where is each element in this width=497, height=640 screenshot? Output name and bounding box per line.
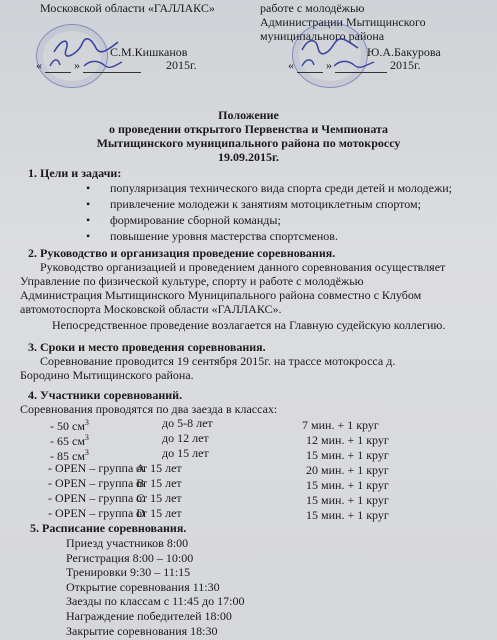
class-duration: 15 мин. + 1 круг <box>306 448 389 462</box>
doc-date: 19.09.2015г. <box>217 150 280 164</box>
class-age: до 15 лет <box>162 446 209 460</box>
section-5-heading: 5. Расписание соревнования. <box>30 521 187 535</box>
schedule-item: Открытие соревнования 11:30 <box>66 579 220 594</box>
class-age: от 15 лет <box>136 461 182 475</box>
right-line-2: Администрации Мытищинского <box>260 15 426 29</box>
class-age: от 15 лет <box>136 506 182 520</box>
left-date-open-quote: « <box>36 58 42 72</box>
left-signer-name: С.М.Кишканов <box>110 45 188 59</box>
class-label: - OPEN – группа С <box>48 491 145 505</box>
class-duration: 15 мин. + 1 круг <box>306 493 389 507</box>
class-label: - 85 см <box>50 449 85 463</box>
section-2-line: автомотоспорта Московской области «ГАЛЛАКС». <box>20 302 282 316</box>
class-name <box>48 491 144 505</box>
class-name <box>48 506 145 520</box>
class-superscript: 3 <box>84 433 89 442</box>
goal-item: • популяризация технического вида спорта среди детей и молодежи; <box>110 181 452 195</box>
class-duration: 15 мин. + 1 круг <box>306 478 389 492</box>
section-2-line: Администрация Мытищинского Муниципального района совместно с Клубом <box>20 288 422 302</box>
right-line-1: работе с молодёжью <box>260 1 365 15</box>
section-4-heading: 4. Участники соревнований. <box>28 388 183 402</box>
class-superscript: 3 <box>84 418 89 427</box>
right-signer-name: Ю.А.Бакурова <box>367 45 441 59</box>
class-age: до 5-8 лет <box>162 416 213 430</box>
class-name <box>48 461 145 475</box>
right-date-year: 2015г. <box>390 58 421 72</box>
schedule-item: Награждение победителей 18:00 <box>66 609 232 623</box>
class-duration: 15 мин. + 1 круг <box>306 508 389 522</box>
section-2-paragraph-2: Непосредственное проведение возлагается на Главную судейскую коллегию. <box>52 318 446 332</box>
class-label: - OPEN – группа В <box>48 476 145 490</box>
schedule-item: Приезд участников 8:00 <box>66 536 189 550</box>
class-duration: 20 мин. + 1 круг <box>306 463 389 477</box>
right-line-3: муниципального района <box>260 29 385 43</box>
section-2-heading: 2. Руководство и организация проведение соревнования. <box>28 246 336 260</box>
section-2-line: Руководство организацией и проведением данного соревнования осуществляет <box>40 260 446 274</box>
section-3-line: Соревнование проводится 19 сентября 2015г. на трассе мотокросса д. <box>40 354 396 368</box>
class-duration: 7 мин. + 1 круг <box>302 418 379 432</box>
doc-subtitle-1: о проведении открытого Первенства и Чемпионата <box>108 122 389 136</box>
left-date-handwriting <box>48 56 128 70</box>
section-4-intro: Соревнования проводятся по два заезда в классах: <box>20 402 278 416</box>
left-org-line: Московской области «ГАЛЛАКС» <box>40 1 215 15</box>
goal-item: • повышение уровня мастерства спортсменов. <box>110 229 338 243</box>
schedule-item: Закрытие соревнования 18:30 <box>66 623 218 638</box>
class-label: - OPEN – группа D <box>48 506 145 520</box>
schedule-item: Тренировки 9:30 – 11:15 <box>66 565 191 580</box>
section-3-line: Бородино Мытищинского района. <box>20 368 194 382</box>
right-date-open-quote: « <box>288 58 294 72</box>
goal-item: • формирование сборной команды; <box>110 213 281 227</box>
class-age: от 15 лет <box>136 491 182 505</box>
right-signature <box>300 36 360 58</box>
right-date-close-quote: » <box>326 58 332 72</box>
class-age: от 15 лет <box>136 476 182 490</box>
class-duration: 12 мин. + 1 круг <box>306 433 389 447</box>
class-age: до 12 лет <box>162 431 209 445</box>
right-date-handwriting <box>300 56 380 70</box>
schedule-item: Заезды по классам с 11:45 до 17:00 <box>66 594 245 609</box>
schedule-item: Регистрация 8:00 – 10:00 <box>66 550 194 565</box>
section-3-heading: 3. Сроки и место проведения соревнования. <box>28 340 266 354</box>
class-label: - 65 см <box>50 434 85 448</box>
class-name <box>48 476 144 490</box>
left-date-close-quote: » <box>74 58 80 72</box>
doc-subtitle-2: Мытищинского муниципального района по мотокроссу <box>96 136 401 150</box>
class-label: - OPEN – группа А <box>48 461 145 475</box>
section-2-line: Управление по физической культуре, спорту и работе с молодёжью <box>20 274 364 288</box>
left-date-year: 2015г. <box>166 58 197 72</box>
goal-item: • привлечение молодежи к занятиям мотоциклетным спортом; <box>110 197 421 211</box>
class-superscript: 3 <box>84 448 89 457</box>
section-1-heading: 1. Цели и задачи: <box>28 166 122 180</box>
doc-title: Положение <box>218 108 279 122</box>
class-label: - 50 см <box>50 419 85 433</box>
